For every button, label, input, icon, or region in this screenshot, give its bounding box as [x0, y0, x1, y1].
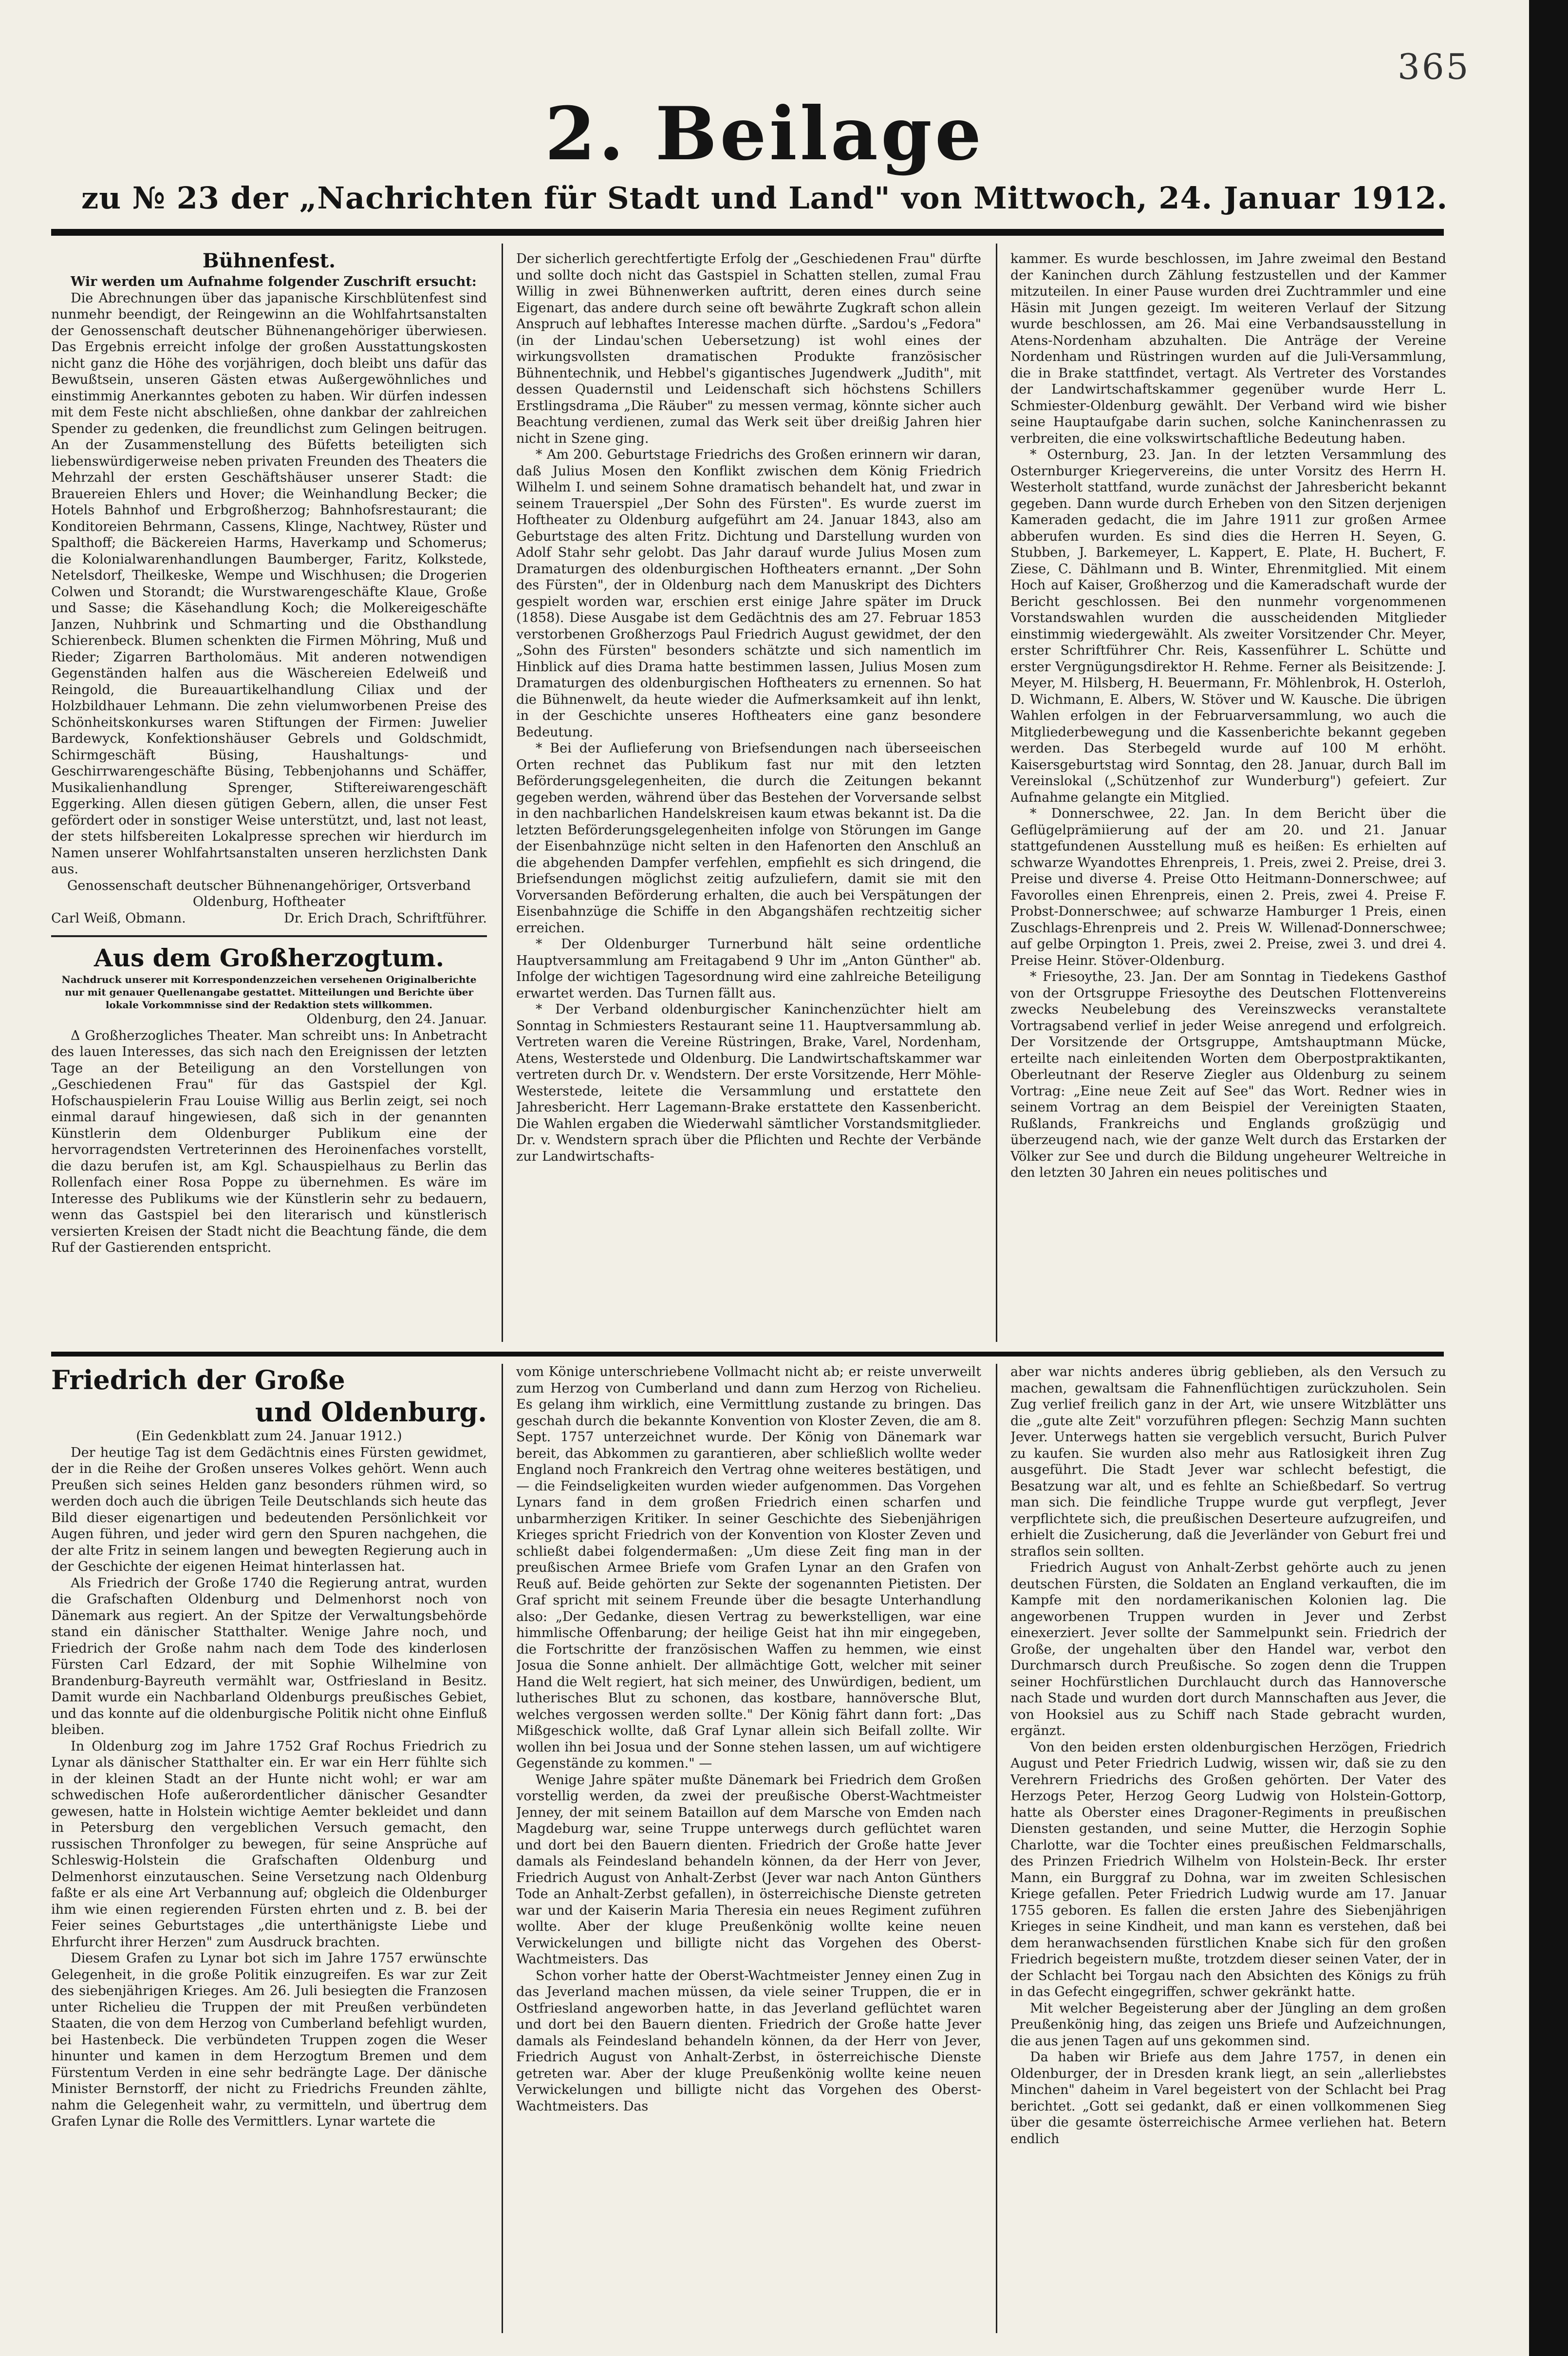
col3-para-1: kammer. Es wurde beschlossen, im Jahre zweimal den Bestand der Kaninchen durch Zählung festzustellen und der Kammer mitzuteilen. In einer Pause wurden drei Zuchtrammler und eine Häsin mit Jungen gezeigt. Im weiteren Verlauf der Sitzung wurde beschlossen, am 26. Mai eine Verbandsausstellung in Atens-Nordenham abzuhalten. Die Anträge der Vereine Nordenham und Rüstringen wurden auf die Juli-Versammlung, die in Brake stattfindet, vertagt. Als Vertreter des Vorstandes der Landwirtschaftskammer gegenüber wurde Herr L. Schmiester-Oldenburg gewählt. Der Verband wird wie bisher seine Hauptaufgabe darin suchen, solche Kaninchenrassen zu verbreiten, die eine volkswirtschaftliche Bedeutung haben.: [1010, 251, 1446, 446]
masthead: [0, 91, 1529, 177]
friedrich-c1-p3: In Oldenburg zog im Jahre 1752 Graf Rochus Friedrich zu Lynar als dänischer Statthalter ein. Er war ein Herr fühlte sich in der kleinen Stadt an der Hunte nicht wohl; er war am schwedischen Hofe außerordentlicher dänischer Gesandter gewesen, hatte in Holstein wichtige Aemter bekleidet und dann in Petersburg den vergeblichen Versuch gemacht, den russischen Thronfolger zu bewegen, für seine Ansprüche auf Schleswig-Holstein die Grafschaften Oldenburg und Delmenhorst einzutauschen. Seine Versetzung nach Oldenburg faßte er als eine Art Verbannung auf; obgleich die Oldenburger ihm wie einen regierenden Fürsten ehrten und z. B. bei der Feier seines Geburtstages „die unterthänigste Liebe und Ehrfurcht ihrer Herzen" zum Ausdruck brachten.: [51, 1738, 487, 1950]
column-rule-3: [502, 1364, 503, 2333]
col2-para-5: * Der Verband oldenburgischer Kaninchenzüchter hielt am Sonntag in Schmiesters Restaurant seine 11. Hauptversammlung ab. Vertreten waren die Vereine Rüstringen, Brake, Varel, Nordenham, Atens, Westerstede und Oldenburg. Die Landwirtschaftskammer war vertreten durch Dr. v. Wendstern. Der erste Vorsitzende, Herr Möhle-Westerstede, leitete die Versammlung und erstattete den Jahresbericht. Herr Lagemann-Brake erstattete den Kassenbericht. Die Wahlen ergaben die Wiederwahl sämtlicher Vorstandsmitglieder. Dr. v. Wendstern sprach über die Pflichten und Rechte der Verbände zur Landwirtschafts-: [516, 1002, 981, 1164]
masthead-title: 2. Beilage: [544, 91, 985, 177]
section-divider: [51, 935, 487, 937]
upper-column-1: [51, 244, 487, 1344]
friedrich-column-1: [51, 1364, 487, 2333]
friedrich-c3-p5: Da haben wir Briefe aus dem Jahre 1757, in denen ein Oldenburger, der in Dresden krank liegt, an sein „allerliebstes Minchen" daheim in Varel begeistert von der Schlacht bei Prag berichtet. „Gott sei gedankt, daß er einen vollkommenen Sieg über die gesamte österreichische Armee verliehen hat. Betern endlich: [1010, 2050, 1446, 2147]
upper-column-3: [1010, 251, 1446, 1344]
grossherzogtum-note: Nachdruck unserer mit Korrespondenzzeichen versehenen Originalberichte nur mit genauer Quellenangabe gestattet. Mitteilungen und Berichte über lokale Vorkommnisse sind der Redaktion stets willkommen.: [61, 974, 477, 1011]
col2-para-2: * Am 200. Geburtstage Friedrichs des Großen erinnern wir daran, daß Julius Mosen den Konflikt zwischen dem König Friedrich Wilhelm I. und seinem Sohne dramatisch behandelt hat, und zwar in seinem Trauerspiel „Der Sohn des Fürsten". Es wurde zuerst im Hoftheater zu Oldenburg aufgeführt am 24. Januar 1843, also am Geburtstage des alten Fritz. Dichtung und Darstellung wurden von Adolf Stahr sehr gelobt. Das Jahr darauf wurde Julius Mosen zum Dramaturgen des oldenburgischen Hoftheaters ernannt. „Der Sohn des Fürsten", der in Oldenburg nach dem Manuskript des Dichters gespielt worden war, erschien erst einige Jahre später im Druck (1858). Diese Ausgabe ist dem Gedächtnis des am 27. Februar 1853 verstorbenen Großherzogs Paul Friedrich August gewidmet, der den „Sohn des Fürsten" besonders schätzte und sich namentlich im Hinblick auf dies Drama hatte bestimmen lassen, Julius Mosen zum Dramaturgen des oldenburgischen Hoftheaters zu ernennen. So hat die Bühnenwelt, da heute wieder die Aufmerksamkeit auf ihn lenkt, in der Geschichte unseres Hoftheaters eine ganz besondere Bedeutung.: [516, 447, 981, 740]
friedrich-heading-line1: Friedrich der Große: [51, 1364, 345, 1395]
friedrich-c2-p2: Wenige Jahre später mußte Dänemark bei Friedrich dem Großen vorstellig werden, da zwei der preußische Oberst-Wachtmeister Jenney, der mit seinem Bataillon auf dem Marsche von Emden nach Magdeburg war, seine Truppe unterwegs durch geflüchtet waren und dort bei den Bauern dienten. Friedrich der Große hatte Jever damals als Feindesland behandeln können, da der Herr von Jever, Friedrich August von Anhalt-Zerbst (Jever war nach Anton Günthers Tode an Anhalt-Zerbst gefallen), in österreichische Dienste getreten war und der Kaiserin Maria Theresia ein neues Regiment zuführen wollte. Aber der kluge Preußenkönig wollte keine neuen Verwickelungen und billigte nicht das Vorgehen des Oberst-Wachtmeisters. Das: [516, 1772, 981, 1967]
column-rule-1: [502, 244, 503, 1342]
friedrich-c3-p2: Friedrich August von Anhalt-Zerbst gehörte auch zu jenen deutschen Fürsten, die Soldaten an England verkauften, die im Kampfe mit den nordamerikanischen Kolonien lag. Die angeworbenen Truppen wurden in Jever und Zerbst einexerziert. Jever sollte der Sammelpunkt sein. Friedrich der Große, der ungehalten über den Handel war, verbot den Durchmarsch durch Preußische. So zogen denn die Truppen seiner Hochfürstlichen Durchlaucht durch das Hannoversche nach Stade und wurden dort durch Mannschaften aus Jever, die von Hooksiel aus zu Schiff nach Stade gebracht wurden, ergänzt.: [1010, 1560, 1446, 1738]
grossherzogtum-heading: Aus dem Großherzogtum.: [93, 943, 445, 972]
middle-rule: [51, 1352, 1444, 1357]
col2-para-3: * Bei der Auflieferung von Briefsendungen nach überseeischen Orten rechnet das Publikum fast nur mit den letzten Beförderungsgelegenheiten, die durch die Zeitungen bekannt gegeben werden, während über das Bestehen der Vorversande selbst in den nachbarlichen Handelskreisen kaum etwas bekannt ist. Da die letzten Beförderungsgelegenheiten infolge von Störungen im Gange der Eisenbahnzüge nicht selten in den Hafenorten den Anschluß an die abgehenden Dampfer verfehlen, empfiehlt es sich dringend, die Briefsendungen möglichst zeitig aufzuliefern, damit sie mit den Vorversanden Beförderung erhalten, die auch bei Verspätungen der Eisenbahnzüge die Schiffe in den Abgangshäfen rechtzeitig sicher erreichen.: [516, 741, 981, 936]
friedrich-heading-line2: und Oldenburg.: [255, 1396, 487, 1428]
page-number: 365: [1398, 46, 1471, 87]
col3-para-4: * Friesoythe, 23. Jan. Der am Sonntag in Tiedekens Gasthof von der Ortsgruppe Friesoythe des Deutschen Flottenvereins zwecks Neubelebung des Vereinszwecks veranstaltete Vortragsabend verlief in jeder Weise anregend und erfolgreich. Der Vorsitzende der Ortsgruppe, Amtshauptmann Mücke, erteilte nach einleitenden Worten dem Oberpostpraktikanten, Oberleutnant der Reserve Ziegler aus Oldenburg zu seinem Vortrag: „Eine neue Zeit auf See" das Wort. Redner wies in seinem Vortrag an dem Beispiel der Vereinigten Staaten, Rußlands, Frankreichs und Englands großzügig und überzeugend nach, wie der ganze Welt durch das Erstarken der Völker zur See und durch die Bildung ungeheurer Weltreiche in den letzten 30 Jahren ein neues politisches und: [1010, 969, 1446, 1180]
grossherzogtum-dateline: Oldenburg, den 24. Januar.: [306, 1012, 487, 1027]
signature-schriftfuehrer: Dr. Erich Drach, Schriftführer.: [284, 910, 487, 926]
buehnenfest-body: Die Abrechnungen über das japanische Kirschblütenfest sind nunmehr beendigt, der Reingewinn an die Wohlfahrtsanstalten der Genossenschaft deutscher Bühnenangehöriger überwiesen. Das Ergebnis erreicht infolge der großen Ausstattungskosten nicht ganz die Höhe des vorjährigen, doch bleibt uns dafür das Bewußtsein, unseren Gästen etwas Außergewöhnliches und einstimmig Anerkanntes geboten zu haben. Wir dürfen indessen mit dem Feste nicht abschließen, ohne dankbar der zahlreichen Spender zu gedenken, die freundlichst zum Gelingen beitrugen. An der Zusammenstellung des Büfetts beteiligten sich liebenswürdigerweise neben privaten Freunden des Theaters die Mehrzahl der ersten Geschäftshäuser unserer Stadt: die Brauereien Ehlers und Hover; die Weinhandlung Becker; die Hotels Bahnhof und Erbgroßherzog; Bahnhofsrestaurant; die Konditoreien Behrmann, Cassens, Klinge, Nachtwey, Rüster und Spalthoff; die Bäckereien Harms, Haverkamp und Schomerus; die Kolonialwarenhandlungen Baumberger, Faritz, Kolkstede, Netelsdorf, Theilkeske, Wempe und Wischhusen; die Drogerien Colwen und Storandt; die Wurstwarengeschäfte Klaue, Große und Sasse; die Käsehandlung Koch; die Molkereigeschäfte Janzen, Nuhbrink und Schmarting und die Obsthandlung Schierenbeck. Blumen schenkten die Firmen Möhring, Muß und Rieder; Zigarren Bartholomäus. Mit anderen notwendigen Gegenständen halfen aus die Wäschereien Edelweiß und Reingold, die Bureauartikelhandlung Ciliax und der Holzbildhauer Lehmann. Die zehn vielumworbenen Preise des Schönheitskonkurses waren Stiftungen der Firmen: Juwelier Bardewyck, Konfektionshäuser Gebrels und Goldschmidt, Schirmgeschäft Büsing, Haushaltungs- und Geschirrwarengeschäfte Büsing, Tebbenjohanns und Schäffer, Musikalienhandlung Sprenger, Stiftereiwarengeschäft Eggerking. Allen diesen gütigen Gebern, allen, die unser Fest gefördert oder in sonstiger Weise unterstützt, und, last not least, der stets hilfsbereiten Lokalpresse sprechen wir hierdurch im Namen unserer Wohlfahrtsanstalten unseren herzlichsten Dank aus.: [51, 290, 487, 877]
top-rule: [51, 229, 1444, 236]
column-rule-4: [996, 1364, 997, 2333]
friedrich-column-2: [516, 1364, 981, 2333]
scan-edge: [1529, 0, 1568, 2356]
buehnenfest-heading: Bühnenfest.: [202, 249, 336, 272]
friedrich-c3-p1: aber war nichts anderes übrig geblieben, als den Versuch zu machen, gewaltsam die Fahnenflüchtigen zurückzuholen. Sein Zug verlief freilich ganz in der Art, wie unsere Witzblätter uns die „gute alte Zeit" vorzuführen pflegen: Sechzig Mann suchten Jever. Unterwegs hatten sie vergeblich versucht, Burich Pulver zu kaufen. Sie wurden also mehr aus Ratlosigkeit ihren Zug ausgeführt. Die Stadt Jever war schlecht befestigt, die Besatzung war alt, und es fehlte an Schießbedarf. So vertrug man sich. Die feindliche Truppe wurde gut verpflegt, Jever verpflichtete sich, die preußischen Deserteure aufzugreifen, und erhielt die Zusicherung, daß die Jeverländer von Geburt frei und straflos sein sollten.: [1010, 1364, 1446, 1559]
friedrich-c1-p1: Der heutige Tag ist dem Gedächtnis eines Fürsten gewidmet, der in die Reihe der Großen unseres Volkes gehört. Wenn auch Preußen sich seines Helden ganz besonders rühmen wird, so werden doch auch die übrigen Teile Deutschlands sich heute das Bild dieser eigenartigen und bedeutenden Persönlichkeit vor Augen führen, und jeder wird gern den Spuren nachgehen, die der alte Fritz in seinem langen und bewegten Regierung auch in der Geschichte der eigenen Heimat hinterlassen hat.: [51, 1445, 487, 1574]
friedrich-subheading: (Ein Gedenkblatt zum 24. Januar 1912.): [136, 1429, 402, 1444]
col2-para-4: * Der Oldenburger Turnerbund hält seine ordentliche Hauptversammlung am Freitagabend 9 Uhr im „Anton Günther" ab. Infolge der wichtigen Tagesordnung wird eine zahlreiche Beteiligung erwartet werden. Das Turnen fällt aus.: [516, 937, 981, 1001]
buehnenfest-signature-org: Genossenschaft deutscher Bühnenangehöriger, Ortsverband Oldenburg, Hoftheater: [67, 878, 471, 909]
col2-para-1: Der sicherlich gerechtfertigte Erfolg der „Geschiedenen Frau" dürfte und sollte doch nicht das Gastspiel in Schatten stellen, zumal Frau Willig in zwei Bühnenwerken auftritt, deren eines durch seine Eigenart, das andere durch seine oft bewährte Zugkraft schon allein Anspruch auf lebhaftes Interesse machen dürfte. „Sardou's „Fedora" (in der Lindau'schen Uebersetzung) ist wohl eines der wirkungsvollsten dramatischen Produkte französischer Bühnentechnik, und Hebbel's gigantisches Jugendwerk „Judith", mit dessen Quadernstil und Leidenschaft sich höchstens Schillers Erstlingsdrama „Die Räuber" zu messen vermag, könnte sicher auch Beachtung verdienen, zumal das Werk seit über dreißig Jahren hier nicht in Szene ging.: [516, 251, 981, 446]
buehnenfest-intro: Wir werden um Aufnahme folgender Zuschrift ersucht:: [71, 274, 477, 289]
upper-column-2: [516, 251, 981, 1344]
friedrich-c1-p4: Diesem Grafen zu Lynar bot sich im Jahre 1757 erwünschte Gelegenheit, in die große Politik einzugreifen. Es war zur Zeit des siebenjährigen Krieges. Am 26. Juli besiegten die Franzosen unter Richelieu die Truppen der mit Preußen verbündeten Staaten, die von dem Herzog von Cumberland befehligt wurden, bei Hastenbeck. Die verbündeten Truppen zogen die Weser hinunter und kamen in dem Herzogtum Bremen und dem Fürstentum Verden in eine sehr bedrängte Lage. Der dänische Minister Bernstorff, der nicht zu Friedrichs Freunden zählte, nahm die Gelegenheit wahr, zu vermitteln, und übertrug dem Grafen Lynar die Rolle des Vermittlers. Lynar wartete die: [51, 1951, 487, 2129]
friedrich-column-3: [1010, 1364, 1446, 2333]
friedrich-c3-p4: Mit welcher Begeisterung aber der Jüngling an dem großen Preußenkönig hing, das zeigen uns Briefe und Aufzeichnungen, die aus jenen Tagen auf uns gekommen sind.: [1010, 2000, 1446, 2049]
grossherzogtum-body: Δ Großherzogliches Theater. Man schreibt uns: In Anbetracht des lauen Interesses, das sich nach den Ereignissen der letzten Tage an der Beteiligung an den Vorstellungen von „Geschiedenen Frau" für das Gastspiel der Kgl. Hofschauspielerin Frau Louise Willig aus Berlin zeigt, sei noch einmal darauf hingewiesen, daß sich in der genannten Künstlerin dem Oldenburger Publikum eine der hervorragendsten Vertreterinnen des Heroinenfaches vorstellt, die dazu berufen ist, am Kgl. Schauspielhaus zu Berlin das Rollenfach einer Rosa Poppe zu übernehmen. Es wäre im Interesse des Publikums wie der Künstlerin sehr zu bedauern, wenn das Gastspiel bei den literarisch und künstlerisch versierten Kreisen der Stadt nicht die Beachtung fände, die dem Ruf der Gastierenden entspricht.: [51, 1028, 487, 1255]
masthead-subtitle: zu № 23 der „Nachrichten für Stadt und Land" von Mittwoch, 24. Januar 1912.: [81, 180, 1448, 216]
friedrich-c3-p3: Von den beiden ersten oldenburgischen Herzögen, Friedrich August und Peter Friedrich Ludwig, wissen wir, daß sie zu den Verehrern Friedrichs des Großen gehörten. Der Vater des Herzogs Peter, Herzog Georg Ludwig von Holstein-Gottorp, hatte als Oberster eines Dragoner-Regiments in preußischen Diensten gestanden, und seine Mutter, die Herzogin Sophie Charlotte, war die Tochter eines preußischen Feldmarschalls, des Prinzen Friedrich Wilhelm von Holstein-Beck. Ihr erster Mann, ein Burggraf zu Dohna, war im zweiten Schlesischen Kriege gefallen. Peter Friedrich Ludwig wurde am 17. Januar 1755 geboren. Es fallen die ersten Jahre des Siebenjährigen Krieges in seine Kindheit, und man kann es verstehen, daß bei dem heranwachsenden fürstlichen Knabe sich für den großen Friedrich begeistern mußte, trotzdem dieser seinen Vater, der in der Schlacht bei Torgau nach den Absichten des Königs zu früh in das Gefecht eingegriffen, schwer gekränkt hatte.: [1010, 1739, 1446, 1999]
signature-obmann: Carl Weiß, Obmann.: [51, 910, 186, 926]
friedrich-c2-p1: vom Könige unterschriebene Vollmacht nicht ab; er reiste unverweilt zum Herzog von Cumberland und dann zum Herzog von Richelieu. Es gelang ihm wirklich, eine Vermittlung zustande zu bringen. Das geschah durch die bekannte Konvention von Kloster Zeven, die am 8. Sept. 1757 unterzeichnet wurde. Der König von Dänemark war bereit, das Abkommen zu garantieren, aber schließlich wollte weder England noch Frankreich den Vertrag ohne weiteres bestätigen, und — die Feindseligkeiten wurden wieder aufgenommen. Das Vorgehen Lynars fand in dem großen Friedrich einen scharfen und unbarmherzigen Kritiker. In seiner Geschichte des Siebenjährigen Krieges spricht Friedrich von der Konvention von Kloster Zeven und schließt dabei folgendermaßen: „Um diese Zeit fing man in der preußischen Armee Briefe vom Grafen Lynar an den Grafen von Reuß auf. Beide gehörten zur Sekte der sogenannten Pietisten. Der Graf spricht mit seinem Freunde über die besagte Unterhandlung also: „Der Gedanke, diesen Vertrag zu bewerkstelligen, war eine himmlische Offenbarung; der heilige Geist hat ihn mir eingegeben, die Fortschritte der französischen Waffen zu hemmen, wie einst Josua die Sonne anhielt. Der allmächtige Gott, welcher mit seiner Hand die Welt regiert, hat sich meiner, des Unwürdigen, bedient, um lutherisches Blut zu schonen, das kostbare, hannöversche Blut, welches vergossen werden sollte." Der König fährt dann fort: „Das Mißgeschick wollte, daß Graf Lynar allein sich Beifall zollte. Wir wollen ihn bei Josua und der Sonne stehen lassen, um auf wichtigere Gegenstände zu kommen." —: [516, 1364, 981, 1771]
col3-para-3: * Donnerschwee, 22. Jan. In dem Bericht über die Geflügelprämiierung auf der am 20. und 21. Januar stattgefundenen Ausstellung muß es heißen: Es erhielten auf schwarze Wyandottes Ehrenpreis, 1. Preis, zwei 2. Preise, drei 3. Preise und diverse 4. Preise Otto Heitmann-Donnerschwee; auf Favorolles einen Ehrenpreis, einen 2. Preis, zwei 4. Preise F. Probst-Donnerschwee; auf schwarze Hamburger 1 Preis, einen Zuschlags-Ehrenpreis und 2. Preis W. Willenaď-Donnerschwee; auf gelbe Orpington 1. Preis, zwei 2. Preise, zwei 3. und drei 4. Preise Heinr. Stöver-Oldenburg.: [1010, 806, 1446, 968]
friedrich-c2-p3: Schon vorher hatte der Oberst-Wachtmeister Jenney einen Zug in das Jeverland machen müssen, da viele seiner Truppen, die er in Ostfriesland angeworben hatte, in das Jeverland geflüchtet waren und dort bei den Bauern dienten. Friedrich der Große hatte Jever damals als Feindesland behandeln können, da der Herr von Jever, Friedrich August von Anhalt-Zerbst, in österreichische Dienste getreten war. Aber der kluge Preußenkönig wollte keine neuen Verwickelungen und billigte nicht das Vorgehen des Oberst-Wachtmeisters. Das: [516, 1968, 981, 2114]
column-rule-2: [996, 244, 997, 1342]
buehnenfest-signature-row: [51, 910, 487, 927]
col3-para-2: * Osternburg, 23. Jan. In der letzten Versammlung des Osternburger Kriegervereins, die unter Vorsitz des Herrn H. Westerholt stattfand, wurde zunächst der Jahresbericht bekannt gegeben. Dann wurde durch Erheben von den Sitzen derjenigen Kameraden gedacht, die im Jahre 1911 zur großen Armee abberufen wurden. Es sind dies die Herren H. Seyen, G. Stubben, J. Barkemeyer, L. Kappert, E. Plate, H. Buchert, F. Ziese, C. Dählmann und B. Winter, Ehrenmitglied. Mit einem Hoch auf Kaiser, Großherzog und die Kameradschaft wurde der Bericht geschlossen. Bei den nunmehr vorgenommenen Vorstandswahlen wurden die ausscheidenden Mitglieder einstimmig wiedergewählt. Als zweiter Vorsitzender Chr. Meyer, erster Schriftführer Chr. Reis, Kassenführer L. Schütte und erster Vergnügungsdirektor H. Rehme. Ferner als Beisitzende: J. Meyer, M. Hilsberg, H. Beuermann, Fr. Möhlenbrok, H. Osterloh, D. Wichmann, E. Albers, W. Stöver und W. Kausche. Die übrigen Wahlen erfolgen in der Februarversammlung, wo auch die Mitgliederbewegung und die Kassenberichte bekannt gegeben werden. Das Sterbegeld wurde auf 100 M erhöht. Kaisersgeburtstag wird Sonntag, den 28. Januar, durch Ball im Vereinslokal („Schützenhof zur Wunderburg") gefeiert. Zur Aufnahme gelangte ein Mitglied.: [1010, 447, 1446, 805]
friedrich-c1-p2: Als Friedrich der Große 1740 die Regierung antrat, wurden die Grafschaften Oldenburg und Delmenhorst noch von Dänemark aus regiert. An der Spitze der Verwaltungsbehörde stand ein dänischer Statthalter. Wenige Jahre noch, und Friedrich der Große nahm nach dem Tode des kinderlosen Fürsten Carl Edzard, der mit Sophie Wilhelmine von Brandenburg-Bayreuth vermählt war, Ostfriesland in Besitz. Damit wurde ein Nachbarland Oldenburgs preußisches Gebiet, und das konnte auf die oldenburgische Politik nicht ohne Einfluß bleiben.: [51, 1575, 487, 1737]
